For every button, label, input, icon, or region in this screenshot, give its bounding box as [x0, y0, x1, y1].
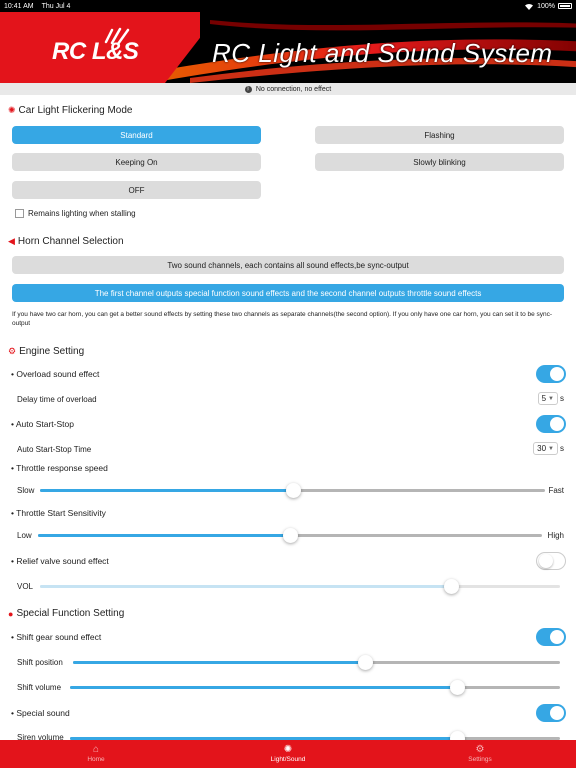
vol-slider[interactable] [40, 585, 560, 588]
app-slogan: RC Light and Sound System [212, 38, 553, 68]
throttle-slider-fill [40, 489, 293, 492]
stall-lighting-checkbox[interactable] [15, 209, 24, 218]
delay-time-select[interactable] [538, 392, 564, 405]
tab-light-sound[interactable] [192, 740, 384, 768]
shift-position-slider-thumb[interactable] [358, 655, 373, 670]
chevron-down-icon: ▼ [548, 395, 554, 402]
special-sound-label: • Special sound [11, 708, 70, 718]
horn-option-sync-button[interactable]: Two sound channels, each contains all sound effects,be sync-output [12, 256, 564, 274]
light-mode-keeping-on-button[interactable]: Keeping On [12, 153, 261, 171]
bottom-tab-bar [0, 740, 576, 768]
horn-section-title-text: Horn Channel Selection [17, 236, 124, 247]
shift-position-slider-fill [73, 661, 365, 664]
sensitivity-max-label: High [547, 531, 564, 540]
shift-volume-slider[interactable] [70, 686, 560, 689]
vol-slider-fill [40, 585, 451, 588]
sensitivity-slider-fill [38, 534, 290, 537]
app-banner [0, 12, 576, 83]
siren-volume-label: Siren volume [17, 733, 64, 740]
tab-settings[interactable] [384, 740, 576, 768]
horn-description: If you have two car horn, you can get a better sound effects by setting these two channels as separate channels(the second option). If you only have one car horn, you can set it to be sync-output [12, 311, 553, 327]
autostart-time-label: Auto Start-Stop Time [17, 445, 92, 454]
vol-slider-thumb[interactable] [444, 579, 459, 594]
light-mode-flashing-button[interactable]: Flashing [315, 126, 564, 144]
overload-toggle[interactable] [536, 365, 566, 383]
autostart-time-select[interactable] [533, 442, 564, 455]
light-flicker-icon: ✺ [8, 105, 16, 115]
overload-label: • Overload sound effect [11, 369, 100, 379]
special-section-title-text: Special Function Setting [16, 608, 125, 619]
special-section-title [8, 608, 124, 619]
relief-valve-toggle[interactable] [536, 552, 566, 570]
shift-gear-toggle[interactable] [536, 628, 566, 646]
engine-section-title [8, 346, 84, 357]
tab-home[interactable] [0, 740, 192, 768]
autostart-label: • Auto Start-Stop [11, 419, 74, 429]
sensitivity-slider-thumb[interactable] [283, 528, 298, 543]
tab-settings-label: Settings [468, 756, 492, 763]
delay-time-label: Delay time of overload [17, 395, 97, 404]
sensitivity-label: • Throttle Start Sensitivity [11, 508, 106, 518]
shift-position-label: Shift position [17, 658, 63, 667]
connection-status-text: No connection, no effect [255, 85, 332, 93]
light-mode-off-button[interactable]: OFF [12, 181, 261, 199]
wifi-icon [524, 3, 534, 10]
light-section-title-text: Car Light Flickering Mode [18, 105, 133, 116]
vol-label: VOL [17, 582, 34, 591]
gear-icon: ⚙ [475, 744, 485, 755]
light-section-title [8, 105, 132, 116]
autostart-time-dropdown[interactable] [533, 442, 558, 455]
throttle-slider-thumb[interactable] [286, 483, 301, 498]
bluetooth-icon: ᛒ [246, 85, 250, 92]
light-mode-slowly-blinking-button[interactable]: Slowly blinking [315, 153, 564, 171]
throttle-max-label: Fast [548, 486, 564, 495]
main-content[interactable] [0, 95, 576, 740]
delay-time-value: 5 [541, 394, 547, 403]
shift-gear-label: • Shift gear sound effect [11, 632, 102, 642]
shift-volume-label: Shift volume [17, 683, 62, 692]
home-icon: ⌂ [92, 744, 100, 755]
engine-icon: ⚙ [8, 346, 17, 356]
throttle-slider[interactable] [40, 489, 545, 492]
siren-volume-slider-thumb[interactable] [450, 731, 465, 740]
app-logo: RC L&S [52, 38, 139, 65]
light-icon: ✺ [283, 744, 293, 755]
special-sound-toggle[interactable] [536, 704, 566, 722]
autostart-toggle[interactable] [536, 415, 566, 433]
tab-home-label: Home [87, 756, 105, 763]
sensitivity-slider[interactable] [38, 534, 542, 537]
status-right [524, 3, 572, 10]
chevron-down-icon: ▼ [548, 445, 554, 452]
tab-light-sound-label: Light/Sound [270, 756, 306, 763]
light-mode-standard-button[interactable]: Standard [12, 126, 261, 144]
autostart-time-value: 30 [537, 444, 547, 453]
connection-status-bar [0, 83, 576, 95]
battery-percent: 100% [537, 2, 555, 10]
horn-option-separate-button[interactable]: The first channel outputs special function sound effects and the second channel outputs throttle sound effects [12, 284, 564, 302]
delay-time-dropdown[interactable] [538, 392, 558, 405]
relief-valve-label: • Relief valve sound effect [11, 556, 109, 566]
delay-time-unit: s [560, 394, 564, 403]
battery-icon [558, 3, 572, 9]
horn-section-title [8, 236, 124, 247]
shift-volume-slider-fill [70, 686, 457, 689]
special-function-icon: ● [8, 608, 14, 619]
throttle-min-label: Slow [17, 486, 35, 495]
status-bar [0, 0, 576, 12]
status-time: 10:41 AM [4, 2, 34, 10]
stall-lighting-label: Remains lighting when stalling [28, 209, 136, 218]
shift-volume-slider-thumb[interactable] [450, 680, 465, 695]
shift-position-slider[interactable] [73, 661, 560, 664]
sensitivity-min-label: Low [17, 531, 32, 540]
throttle-label: • Throttle response speed [11, 463, 108, 473]
engine-section-title-text: Engine Setting [19, 346, 85, 357]
horn-speaker-icon: ◀ [8, 236, 15, 246]
autostart-time-unit: s [560, 444, 564, 453]
status-date: Thu Jul 4 [41, 2, 71, 10]
